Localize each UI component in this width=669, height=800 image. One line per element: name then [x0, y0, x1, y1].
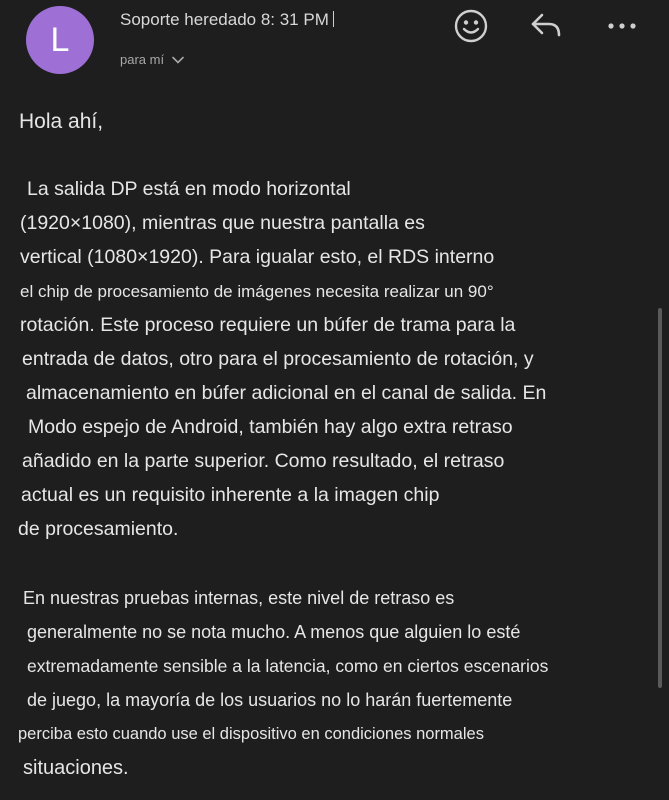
- paragraph-line: generalmente no se nota mucho. A menos que alguien lo esté: [27, 622, 521, 642]
- paragraph-line: La salida DP está en modo horizontal: [27, 178, 351, 200]
- paragraph-line: rotación. Este proceso requiere un búfer de trama para la: [20, 314, 516, 336]
- more-options-icon: [607, 21, 637, 31]
- paragraph-line: entrada de datos, otro para el procesamiento de rotación, y: [22, 348, 534, 370]
- emoji-icon: [454, 9, 488, 43]
- paragraph-line: situaciones.: [23, 757, 129, 779]
- chevron-down-icon: [172, 56, 184, 64]
- paragraph-line: (1920×1080), mientras que nuestra pantalla es: [20, 212, 425, 234]
- sender-avatar[interactable]: [26, 6, 94, 74]
- greeting: Hola ahí,: [19, 110, 104, 133]
- paragraph-line: almacenamiento en búfer adicional en el canal de salida. En: [26, 382, 547, 404]
- paragraph-line: En nuestras pruebas internas, este nivel de retraso es: [23, 588, 455, 608]
- paragraph-line: de procesamiento.: [18, 518, 179, 540]
- paragraph-line: el chip de procesamiento de imágenes necesita realizar un 90°: [20, 282, 494, 301]
- emoji-react-button[interactable]: [453, 8, 489, 44]
- scrollbar[interactable]: [658, 308, 662, 688]
- recipient-label: para mí: [120, 52, 165, 67]
- paragraph-line: vertical (1080×1920). Para igualar esto, el RDS interno: [20, 246, 495, 268]
- paragraph-line: añadido en la parte superior. Como resultado, el retraso: [22, 450, 505, 472]
- sender-name-time: [120, 10, 334, 30]
- paragraph-line: de juego, la mayoría de los usuarios no lo harán fuertemente: [27, 690, 513, 710]
- paragraph-line: perciba esto cuando use el dispositivo en condiciones normales: [18, 725, 484, 743]
- paragraph-line: actual es un requisito inherente a la imagen chip: [21, 484, 440, 506]
- sender-time-text: Soporte heredado 8: 31 PM: [120, 10, 329, 29]
- more-options-button[interactable]: [604, 8, 640, 44]
- paragraph-line: extremadamente sensible a la latencia, como en ciertos escenarios: [27, 656, 549, 676]
- paragraph-line: Modo espejo de Android, también hay algo extra retraso: [28, 416, 513, 438]
- reply-button[interactable]: [528, 8, 564, 44]
- text-cursor: [333, 11, 335, 27]
- reply-icon: [529, 11, 563, 41]
- avatar-letter: L: [50, 20, 70, 59]
- recipient-toggle[interactable]: [120, 52, 184, 67]
